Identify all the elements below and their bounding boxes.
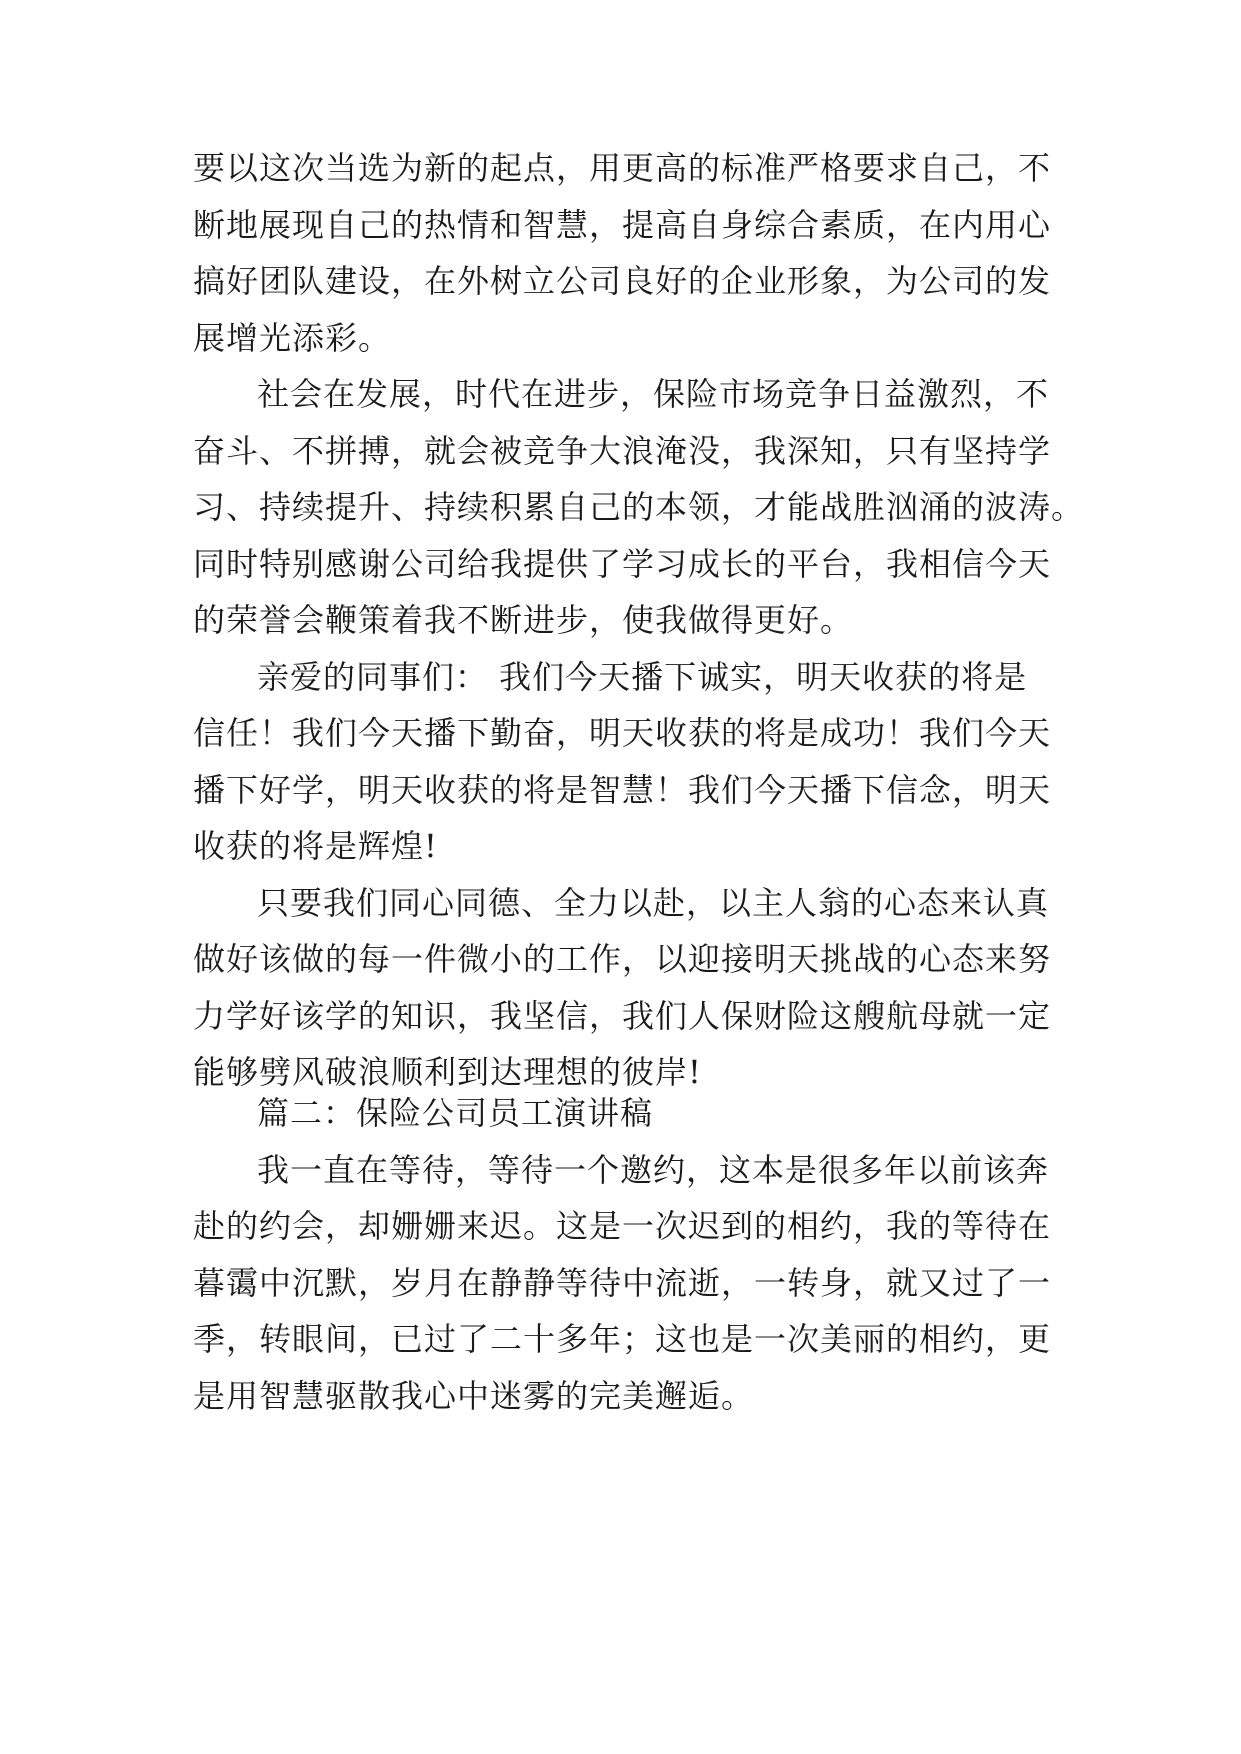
paragraph-line: 做好该做的每一件微小的工作，以迎接明天挑战的心态来努 xyxy=(193,940,1052,978)
paragraph-line: 只要我们同心同德、全力以赴，以主人翁的心态来认真 xyxy=(257,883,1050,922)
paragraph-line: 习、持续提升、持续积累自己的本领，才能战胜汹涌的波涛。 xyxy=(193,488,1085,526)
paragraph-line: 同时特别感谢公司给我提供了学习成长的平台，我相信今天 xyxy=(193,544,1052,583)
document-body xyxy=(193,140,1085,1101)
paragraph-line: 播下好学，明天收获的将是智慧！我们今天播下信念，明天 xyxy=(193,770,1052,809)
paragraph-2 xyxy=(193,366,1085,649)
paragraph-line: 暮霭中沉默，岁月在静静等待中流逝，一转身，就又过了一 xyxy=(193,1263,1052,1302)
paragraph-line: 的荣誉会鞭策着我不断进步，使我做得更好。 xyxy=(193,601,854,639)
section-heading: 篇二：保险公司员工演讲稿 xyxy=(257,1094,654,1132)
paragraph-line: 能够劈风破浪顺利到达理想的彼岸! xyxy=(193,1053,702,1091)
paragraph-5 xyxy=(193,1142,1052,1425)
paragraph-1 xyxy=(193,140,1052,366)
paragraph-4 xyxy=(193,875,1052,1101)
paragraph-line: 亲爱的同事们： 我们今天播下诚实，明天收获的将是 xyxy=(257,657,1028,696)
paragraph-line: 信任！我们今天播下勤奋，明天收获的将是成功！我们今天 xyxy=(193,714,1052,752)
paragraph-line: 奋斗、不拼搏，就会被竞争大浪淹没，我深知，只有坚持学 xyxy=(193,431,1052,470)
paragraph-line: 是用智慧驱散我心中迷雾的完美邂逅。 xyxy=(193,1376,755,1415)
section-two xyxy=(193,1085,1052,1424)
paragraph-line: 搞好团队建设，在外树立公司良好的企业形象，为公司的发 xyxy=(193,262,1052,300)
paragraph-line: 赴的约会，却姗姗来迟。这是一次迟到的相约，我的等待在 xyxy=(193,1207,1052,1245)
paragraph-line: 断地展现自己的热情和智慧，提高自身综合素质，在内用心 xyxy=(193,205,1052,244)
paragraph-line: 季，转眼间，已过了二十多年；这也是一次美丽的相约，更 xyxy=(193,1320,1052,1358)
paragraph-3 xyxy=(193,649,1052,875)
paragraph-line: 收获的将是辉煌! xyxy=(193,827,438,865)
paragraph-line: 社会在发展，时代在进步，保险市场竞争日益激烈，不 xyxy=(257,375,1050,413)
paragraph-line: 我一直在等待，等待一个邀约，这本是很多年以前该奔 xyxy=(257,1150,1050,1189)
paragraph-line: 要以这次当选为新的起点，用更高的标准严格要求自己，不 xyxy=(193,149,1052,187)
paragraph-line: 力学好该学的知识，我坚信，我们人保财险这艘航母就一定 xyxy=(193,996,1052,1035)
paragraph-line: 展增光添彩。 xyxy=(193,318,392,357)
